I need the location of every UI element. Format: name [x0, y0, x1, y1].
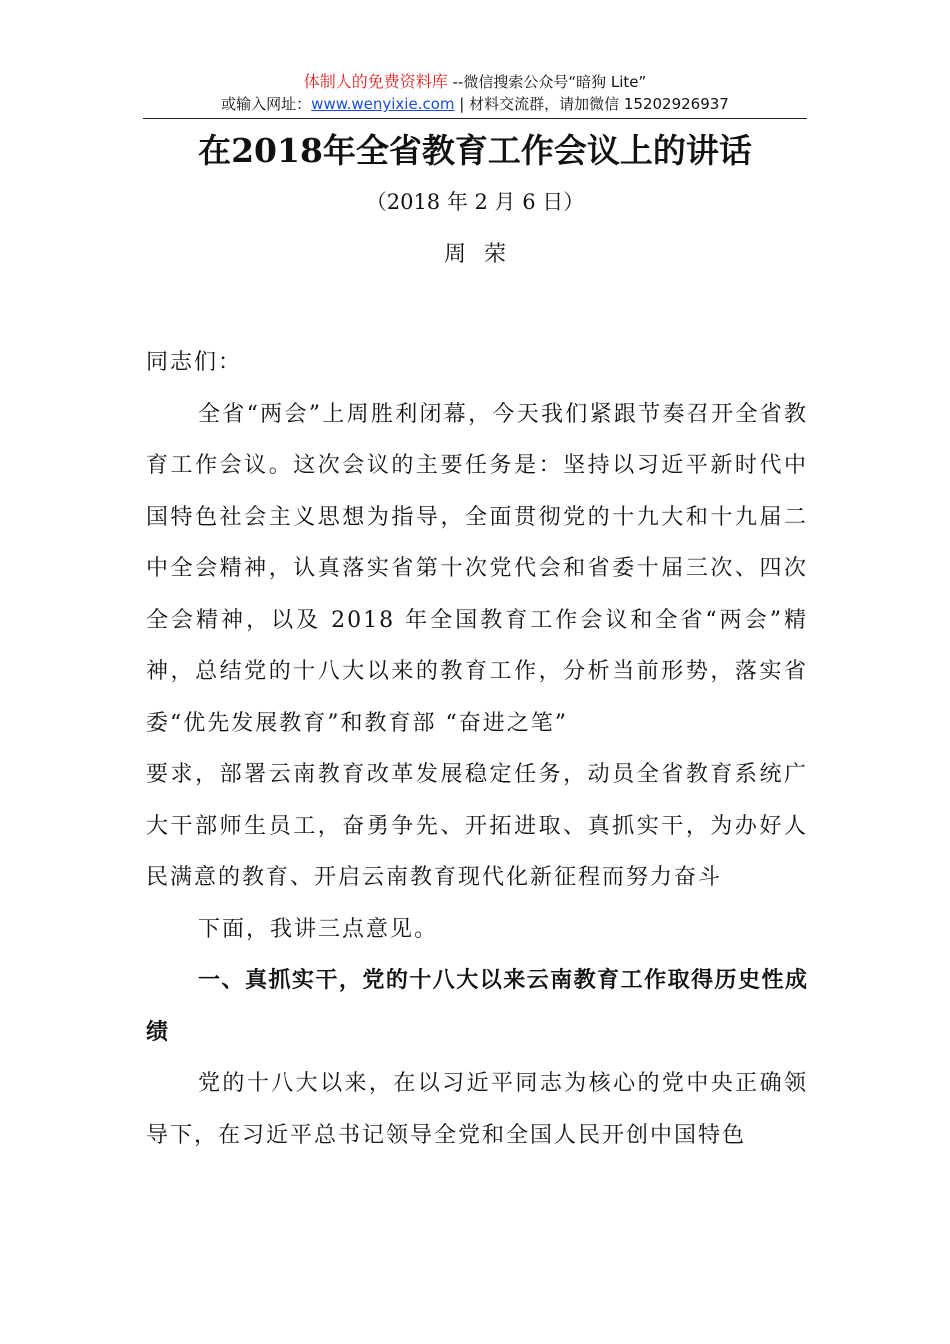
document-title: 在2018年全省教育工作会议上的讲话 [198, 131, 752, 170]
header-line-2 [0, 92, 950, 116]
section-heading: 一、真抓实干，党的十八大以来云南教育工作取得历史性成绩 [146, 968, 808, 1045]
header-line-1 [0, 70, 950, 94]
url-prefix: 或输入网址： [221, 95, 312, 113]
wechat-note: --微信搜索公众号“暗狗 Lite” [447, 73, 647, 91]
header-divider [143, 118, 807, 119]
paragraph: 要求，部署云南教育改革发展稳定任务，动员全省教育系统广大干部师生员工，奋勇争先、开拓进取、真抓实干，为办好人民满意的教育、开启云南教育现代化新征程而努力奋斗 [146, 762, 808, 890]
paragraph: 下面，我讲三点意见。 [198, 916, 439, 942]
site-name: 体制人的免费资料库 [303, 72, 448, 91]
document-author: 周荣 [443, 242, 524, 267]
paragraph: 全省“两会”上周胜利闭幕，今天我们紧跟节奏召开全省教育工作会议。这次会议的主要任务是：坚持以习近平新时代中国特色社会主义思想为指导，全面贯彻党的十九大和十九届二中全会精神，认真落实省第十次党代会和省委十届三次、四次全会精神，以及 2018 年全国教育工作会议和全省“两会”精神，总结党的十八大以来的教育工作，分析当前形势，落实省委“优先发展教育”和教育部 “奋进之笔” [146, 401, 808, 736]
salutation: 同志们： [146, 350, 243, 375]
document-body [146, 337, 808, 1161]
document-date: （2018 年 2 月 6 日） [365, 190, 585, 214]
contact-info: | 材料交流群，请加微信 15202926937 [454, 95, 729, 113]
website-link[interactable]: www.wenyixie.com [311, 95, 455, 113]
paragraph: 党的十八大以来，在以习近平同志为核心的党中央正确领导下，在习近平总书记领导全党和全国人民开创中国特色 [146, 1071, 808, 1148]
